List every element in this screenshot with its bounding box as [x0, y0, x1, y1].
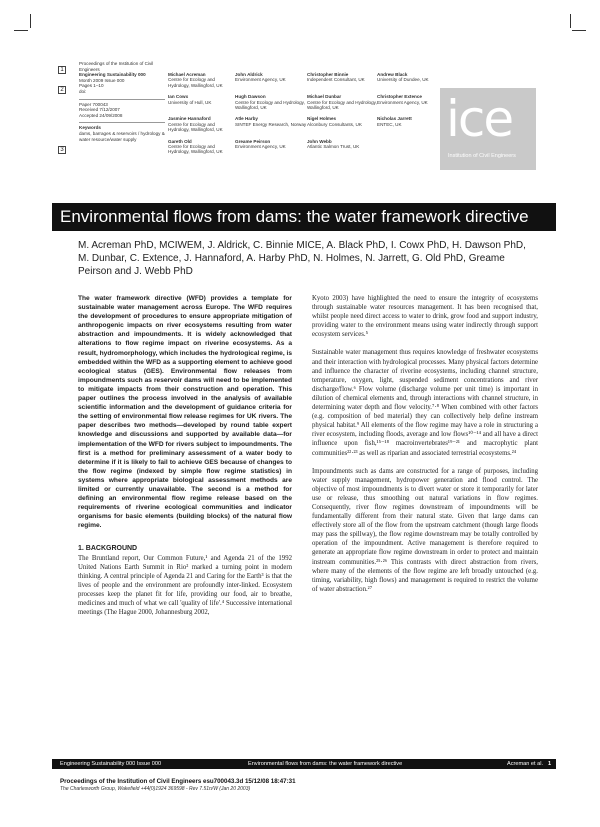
author-affiliation: University of Dundee, UK [377, 77, 429, 83]
ice-logo-text: ice [446, 90, 513, 148]
body-paragraph: Impoundments such as dams are constructed for a range of purposes, including water supply management, hydropower generation and flood control. The objective of most impoundments is to divert water or store it temporarily for later use or release, thus smoothing out natural variations in flow regimes. Consequently, river flow regimes downstream of impoundments will be fundamentally different from their natural state. Given that large dams can effectively store all of the flow from the upstream catchment (though large floods may pass the spillway), the flow regime downstream may be totally controlled by operation of the impoundment. Active management is therefore required to generate an appropriate flow regime downstream in order to protect and maintain instream communities.²⁵·²⁶ This contrasts with direct abstraction from rivers, where many of the elements of the flow regime are left broadly untouched (e.g. timing, variability, high flows) and management is required to restrict the volume of water abstraction.²⁷ [312, 467, 538, 593]
author-cell [307, 72, 377, 88]
author-name: Ian Cowx [168, 94, 189, 100]
author-cell [235, 94, 307, 110]
author-name: Christopher Binnie [307, 72, 349, 77]
body-paragraph: Kyoto 2003) have highlighted the need to ensure the integrity of ecosystems through sustainable water resources management. It has been recognised that, whilst people need direct access to water to drink, grow food and support industry, providing water to the environment means using water indirectly through support ecosystem services.⁵ [312, 295, 538, 339]
footer-journal: Engineering Sustainability 000 Issue 000 [60, 761, 162, 767]
ice-logo [440, 88, 536, 170]
issue-info: Month 2009 Issue 000 [79, 77, 125, 83]
crop-mark [570, 14, 571, 28]
author-cell [168, 116, 235, 132]
footer-title: Environmental flows from dams: the water framework directive [248, 761, 403, 767]
author-cell [235, 72, 307, 88]
author-affiliation: SINTEF Energy Research, Norway [235, 121, 307, 127]
crop-mark [14, 30, 28, 31]
author-name: Gareth Old [168, 138, 192, 144]
margin-box-1: 1 [58, 66, 66, 74]
body-paragraph: The Bruntland report, Our Common Future,¹ and Agenda 21 of the 1992 United Nations Earth Summit in Rio² marked a turning point in modern thinking. A central principle of Agenda 21 and Caring for the Earth³ is that the lives of people and the environment are profoundly inter-linked. Ecosystem processes keep the planet fit for life, providing our food, air to breathe, medicines and much of what we call 'quality of life'.⁴ Successive international meetings (The Hague 2000, Johannesburg 2002, [78, 554, 292, 617]
author-name: John Aldrick [235, 72, 263, 77]
author-name: Michael Dunbar [307, 94, 342, 100]
author-cell [377, 94, 438, 110]
author-name: Hugh Dawson [235, 94, 266, 100]
author-name: Christopher Extence [377, 94, 422, 100]
doi-info: doi: [79, 88, 87, 94]
author-cell [307, 94, 377, 110]
crop-mark [572, 30, 586, 31]
body-paragraph: Sustainable water management thus requires knowledge of freshwater ecosystems and their interaction with hydrological processes. Many physical factors determine and influence the character of riverine ecosystems, including channel structure, temperature, oxygen, light, suspended sediment concentrations and river discharge/flow.⁶ Flow volume (discharge volume per unit time) is important in dilution of chemical elements and, through interactions with channel structure, in determining water depth and flow velocity.⁷·⁸ When combined with other factors (e.g. composition of bed material) they can collectively help define instream physical habitat.⁹ All elements of the flow regime may have a role in structuring a river ecosystem, including floods, average and low flows¹⁰⁻¹⁴ and all have a direct influence upon fish,¹⁵⁻¹⁸ macroinvertebrates¹⁹⁻²¹ and macrophytic plant communities²²·²³ as well as riparian and associated terrestrial ecosystems.²⁴ [312, 349, 538, 457]
author-name: Jasmine Hannaford [168, 116, 211, 122]
author-affiliation: Environment Agency, UK [377, 99, 428, 105]
proceedings-name: Proceedings of the Institution of Civil Engineers [79, 61, 154, 72]
keywords: dams, barrages & reservoirs / hydrology & water resource/water supply [79, 130, 165, 142]
paper-number: Paper 700043 [79, 101, 108, 107]
author-cell [377, 139, 438, 155]
footer-bar [52, 759, 556, 769]
author-list: M. Acreman PhD, MCIWEM, J. Aldrick, C. Binnie MICE, A. Black PhD, I. Cowx PhD, H. Dawson PhD, M. Dunbar, C. Extence, J. Hannaford, A. Harby PhD, N. Holmes, N. Jarrett, G. Old PhD, Greame Peirson and J. Webb PhD [78, 240, 526, 277]
right-column [312, 294, 538, 603]
author-affiliation: Environment Agency, UK [235, 144, 286, 150]
accepted-date: Accepted 24/09/2008 [79, 112, 123, 118]
author-cell [307, 139, 377, 155]
author-cell [235, 116, 307, 132]
keywords-label: Keywords [79, 125, 101, 131]
author-name: Greame Peirson [235, 138, 271, 144]
section-heading: 1. BACKGROUND [78, 545, 138, 553]
author-cell [168, 72, 235, 88]
institution-name: Institution of Civil Engineers [448, 153, 516, 159]
margin-box-3: 3 [58, 146, 66, 154]
abstract: The water framework directive (WFD) provides a template for sustainable water management across Europe. The WFD requires the development of procedures to ensure appropriate mitigation of anthropogenic impacts on river ecosystems resulting from water abstraction and impoundments. It is widely acknowledged that alterations to flow regime impact on riverine ecosystems. As a result, hydromorphology, which includes the hydrological regime, is embedded within the WFD as a supporting element to achieve good ecological status (GES). Environmental flow releases from impoundments such as reservoir dams will need to be implemented to mitigate impacts from their construction and operation. This paper outlines the process involved in the analysis of available scientific information and the development of guidance criteria for the setting of environmental flow release regimes for UK rivers. The paper describes two methods—developed by round table expert knowledge and discussions and supported by available data—for implementation of the WFD for rivers subject to impoundments. The first is a method for preliminary assessment of a water body to determine if it is likely to fail to achieve GES because of changes to the flow regime (indexed by simple flow regime statistics) in systems where appropriate biological assessment methods are limited or currently unavailable. The second is a method for defining an environmental flow regime release based on the requirements of riverine ecological communities and indicator organisms for basic elements (building blocks) of the natural flow regime. [78, 295, 292, 530]
journal-name: Engineering Sustainability 000 [79, 72, 146, 78]
pages-info: Pages 1–10 [79, 83, 104, 89]
received-date: Received 7/12/2007 [79, 107, 120, 113]
author-name: Michael Acreman [168, 72, 206, 77]
page-number: 1 [548, 761, 552, 767]
left-column [78, 294, 292, 617]
author-name: Andrew Black [377, 72, 408, 77]
print-credit: The Charlesworth Group, Wakefield +44(0)1924 369598 - Rev 7.51n/W (Jan 20 2003) [60, 786, 251, 792]
author-cell [377, 72, 438, 88]
author-name: Atle Harby [235, 116, 258, 122]
journal-metadata [79, 61, 165, 146]
author-cell [307, 116, 377, 132]
author-name: Nigel Holmes [307, 116, 337, 122]
author-name: John Webb [307, 138, 332, 144]
author-affiliations [168, 72, 438, 155]
crop-mark [30, 14, 31, 28]
footer-author: Acreman et al. [507, 761, 544, 767]
margin-box-2: 2 [58, 86, 66, 94]
author-affiliation: University of Hull, UK [168, 99, 212, 105]
author-name: Nicholas Jarrett [377, 116, 412, 122]
author-affiliation: Independent Consultant, UK [307, 77, 365, 83]
author-affiliation: Centre for Ecology and Hydrology, Wallingford, UK [235, 99, 305, 111]
author-affiliation: Alconbury Consultants, UK [307, 121, 362, 127]
author-affiliation: Centre for Ecology and Hydrology, Wallingford, UK [307, 99, 377, 111]
author-cell [235, 139, 307, 155]
author-cell [377, 116, 438, 132]
author-affiliation: Atlantic Salmon Trust, UK [307, 144, 360, 150]
author-affiliation: Centre for Ecology and Hydrology, Wallingford, UK [168, 144, 223, 155]
author-affiliation: Centre for Ecology and Hydrology, Wallingford, UK [168, 77, 223, 88]
author-affiliation: ENTEC, UK [377, 121, 402, 127]
author-affiliation: Centre for Ecology and Hydrology, Wallingford, UK [168, 121, 223, 133]
print-info: Proceedings of the Institution of Civil Engineers esu700043.3d 15/12/08 18:47:31 [60, 778, 296, 785]
author-affiliation: Environment Agency, UK [235, 77, 286, 83]
paper-title: Environmental flows from dams: the water framework directive [52, 203, 556, 231]
author-cell [168, 94, 235, 110]
author-cell [168, 139, 235, 155]
